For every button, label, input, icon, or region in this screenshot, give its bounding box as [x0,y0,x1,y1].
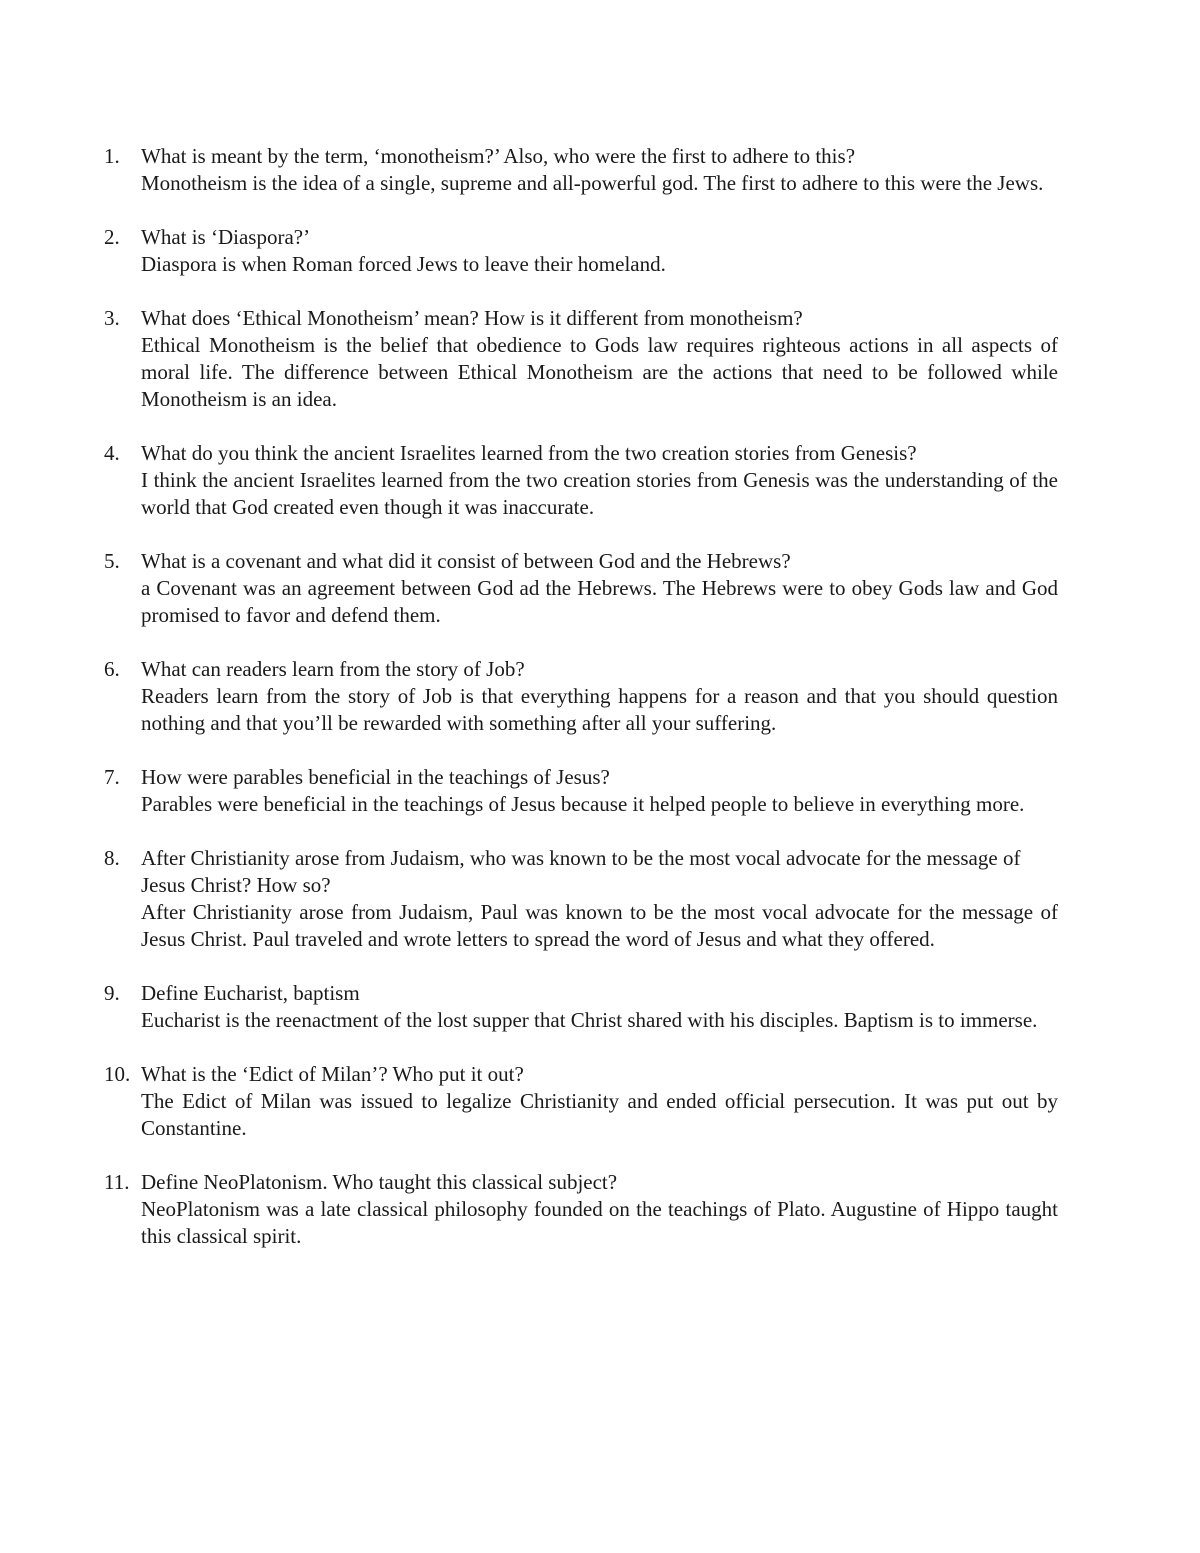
qa-item-6 [104,656,1058,737]
answer-text: The Edict of Milan was issued to legalize Christianity and ended official persecution. It was put out by Constantine. [141,1089,1058,1140]
answer-text: Parables were beneficial in the teachings of Jesus because it helped people to believe in everything more. [141,792,1025,816]
item-number: 6. [104,657,120,681]
question-text: What is the ‘Edict of Milan’? Who put it out? [141,1062,524,1086]
item-number: 10. [104,1062,131,1086]
answer-text: Eucharist is the reenactment of the lost supper that Christ shared with his disciples. Baptism is to immerse. [141,1008,1038,1032]
answer-text: After Christianity arose from Judaism, Paul was known to be the most vocal advocate for the message of Jesus Christ. Paul traveled and wrote letters to spread the word of Jesus and what they offered. [141,900,1058,951]
item-number: 11. [104,1170,130,1194]
answer-text: a Covenant was an agreement between God ad the Hebrews. The Hebrews were to obey Gods law and God promised to favor and defend them. [141,576,1058,627]
question-text: Define NeoPlatonism. Who taught this classical subject? [141,1170,618,1194]
item-number: 8. [104,846,120,870]
qa-item-8 [104,845,1058,953]
qa-item-7 [104,764,1058,818]
qa-item-10 [104,1061,1058,1142]
answer-text: Ethical Monotheism is the belief that obedience to Gods law requires righteous actions in all aspects of moral life. The difference between Ethical Monotheism are the actions that need to be followed while Monotheism is an idea. [141,333,1058,411]
answer-text: Monotheism is the idea of a single, supreme and all-powerful god. The first to adhere to this were the Jews. [141,171,1044,195]
item-number: 2. [104,225,120,249]
qa-item-2 [104,224,1058,278]
item-number: 4. [104,441,120,465]
question-answer-list [104,143,1058,1277]
question-text: What can readers learn from the story of Job? [141,657,525,681]
item-number: 9. [104,981,120,1005]
question-text: Define Eucharist, baptism [141,981,360,1005]
item-number: 5. [104,549,120,573]
item-number: 7. [104,765,120,789]
qa-item-3 [104,305,1058,413]
question-text: What is ‘Diaspora?’ [141,225,311,249]
answer-text: Readers learn from the story of Job is that everything happens for a reason and that you should question nothing and that you’ll be rewarded with something after all your suffering. [141,684,1058,735]
answer-text: NeoPlatonism was a late classical philosophy founded on the teachings of Plato. Augustine of Hippo taught this classical spirit. [141,1197,1058,1248]
question-text: What is a covenant and what did it consist of between God and the Hebrews? [141,549,791,573]
qa-item-5 [104,548,1058,629]
question-text: What does ‘Ethical Monotheism’ mean? How is it different from monotheism? [141,306,803,330]
qa-item-11 [104,1169,1058,1250]
answer-text: I think the ancient Israelites learned from the two creation stories from Genesis was the understanding of the world that God created even though it was inaccurate. [141,468,1058,519]
qa-item-4 [104,440,1058,521]
item-number: 3. [104,306,120,330]
question-text: What is meant by the term, ‘monotheism?’ Also, who were the first to adhere to this? [141,144,856,168]
question-text: How were parables beneficial in the teachings of Jesus? [141,765,610,789]
qa-item-9 [104,980,1058,1034]
answer-text: Diaspora is when Roman forced Jews to leave their homeland. [141,252,666,276]
qa-item-1 [104,143,1058,197]
question-text: After Christianity arose from Judaism, who was known to be the most vocal advocate for the message of Jesus Christ? How so? [141,846,1021,897]
item-number: 1. [104,144,120,168]
question-text: What do you think the ancient Israelites learned from the two creation stories from Genesis? [141,441,917,465]
